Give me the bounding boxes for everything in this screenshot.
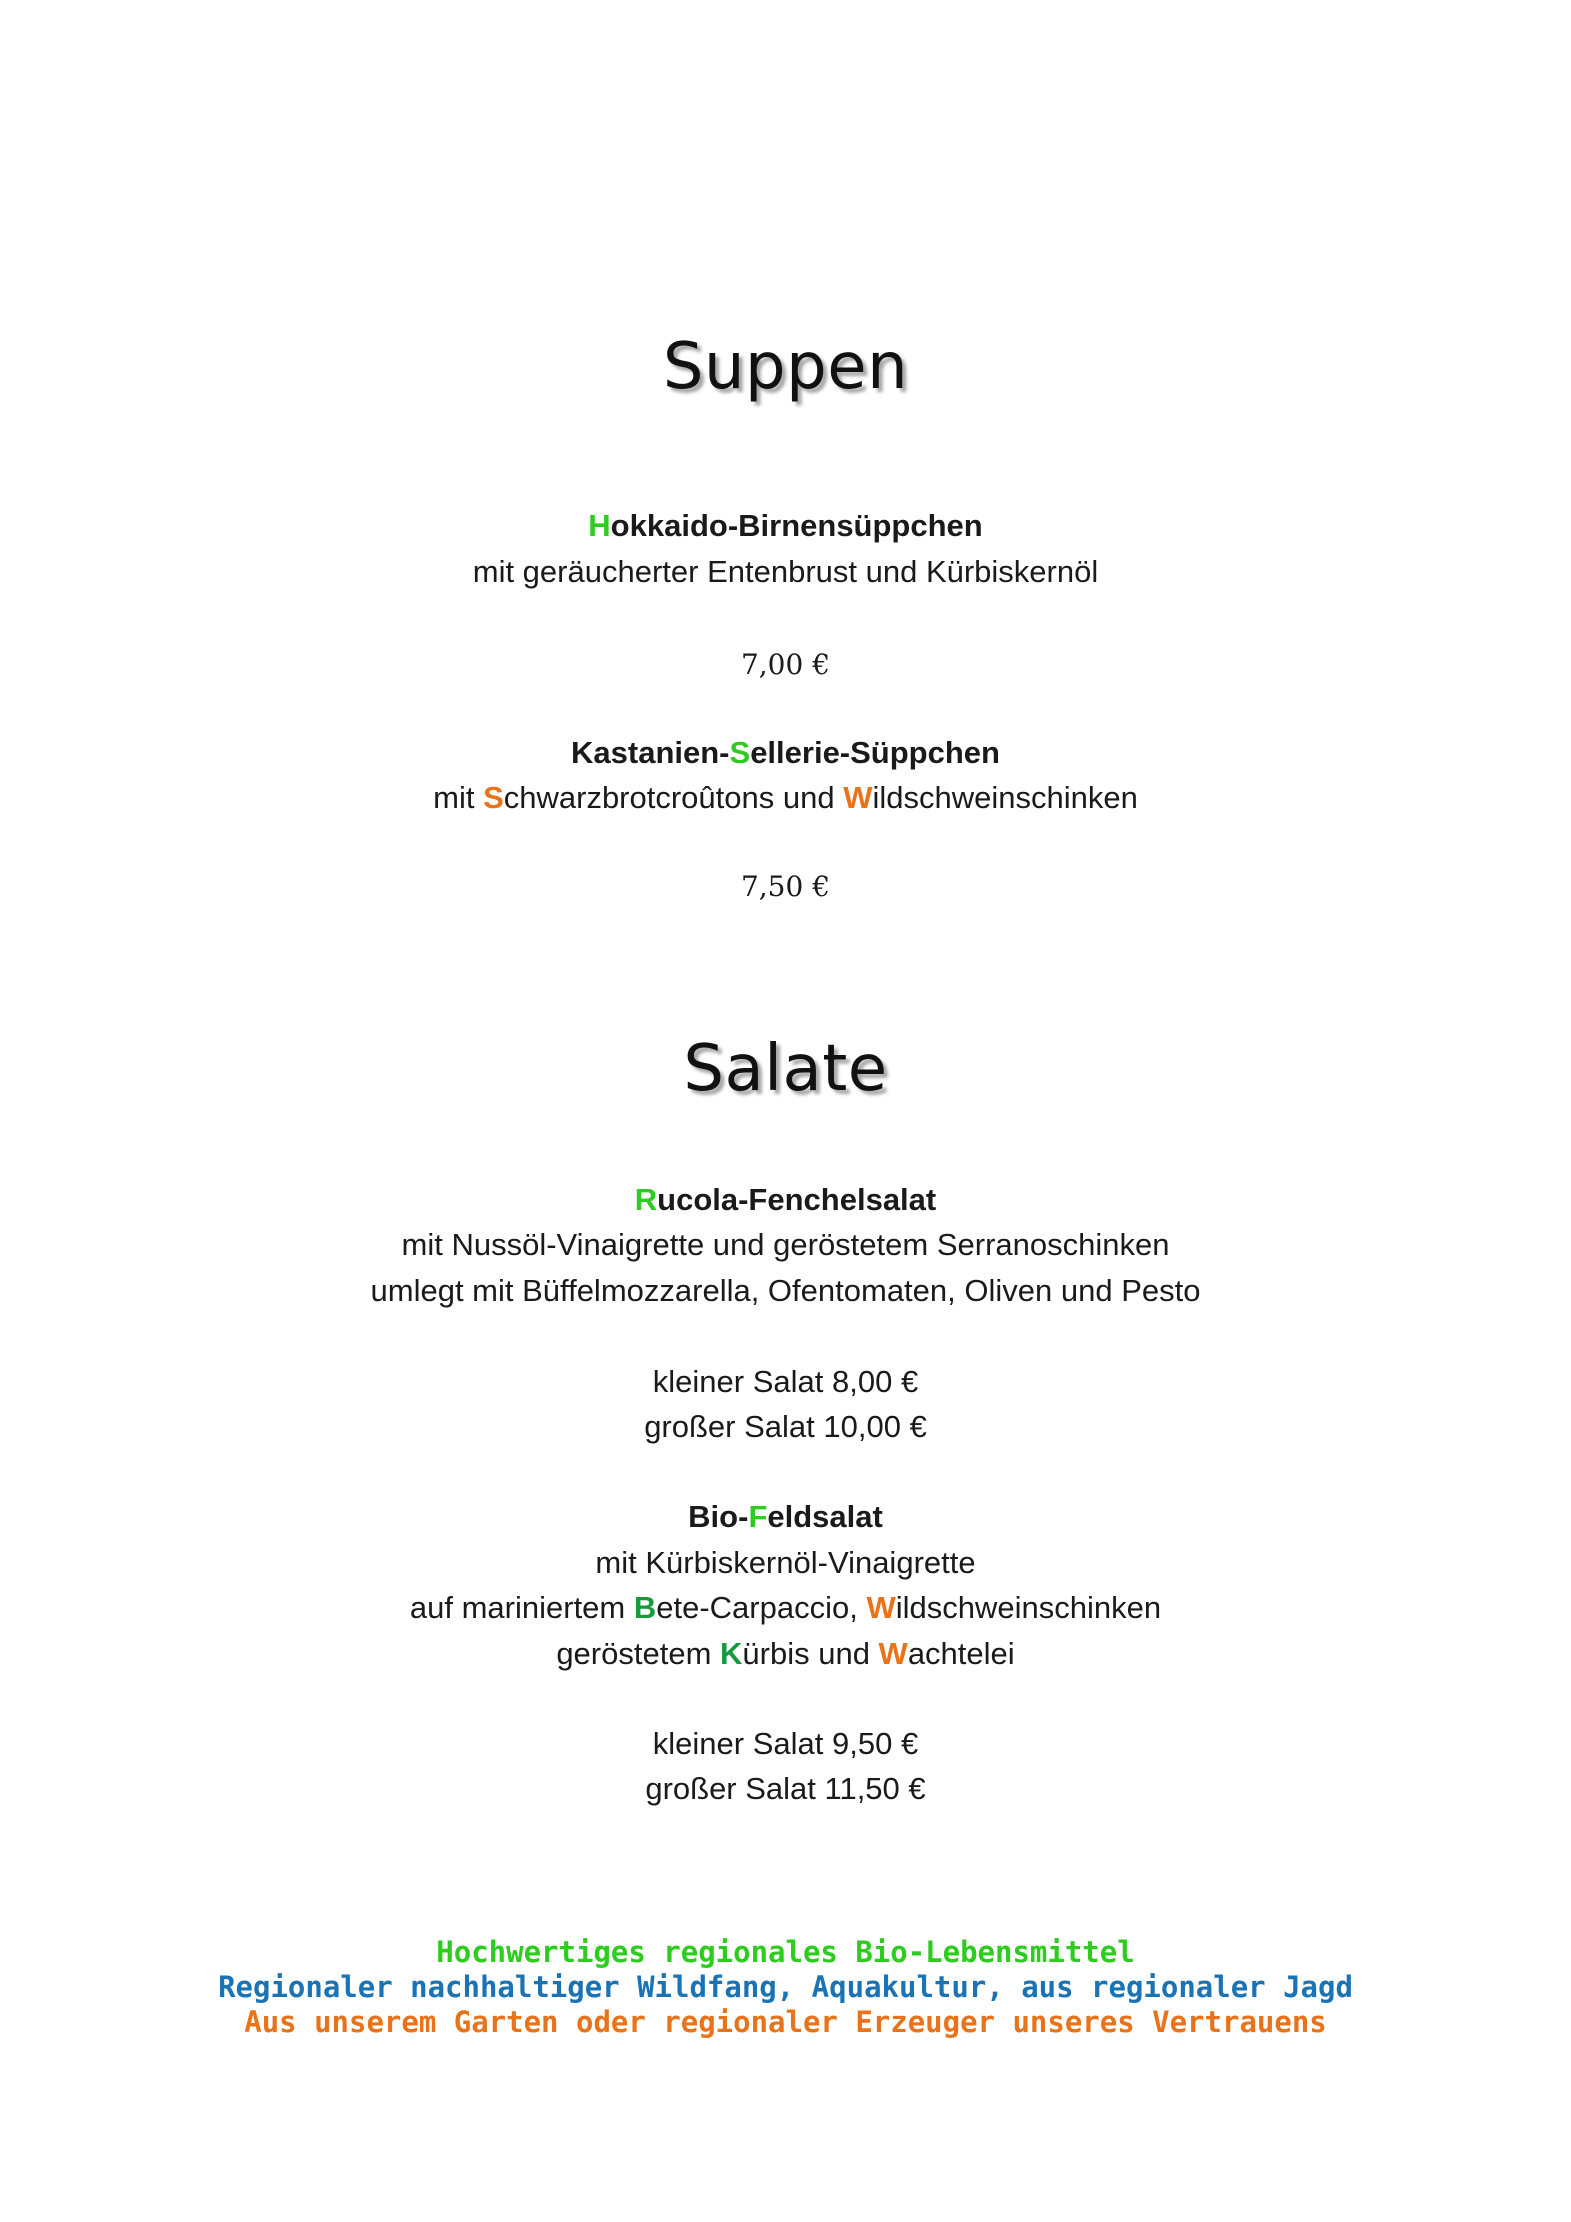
legend-bio: Hochwertiges regionales Bio-Lebensmittel bbox=[436, 1935, 1135, 1969]
dish-price-kastanien: 7,50 € bbox=[740, 870, 831, 903]
garden-mark: W bbox=[878, 1636, 908, 1671]
dish-price-feldsalat-large: großer Salat 11,50 € bbox=[645, 1771, 926, 1806]
dish-price-rucola-large: großer Salat 10,00 € bbox=[644, 1409, 927, 1444]
legend-wild: Regionaler nachhaltiger Wildfang, Aquakultur, aus regionaler Jagd bbox=[218, 1970, 1353, 2004]
dish-desc-feldsalat-2: auf mariniertem Bete-Carpaccio, Wildschweinschinken bbox=[409, 1590, 1162, 1625]
dish-desc-kastanien: mit Schwarzbrotcroûtons und Wildschweinschinken bbox=[433, 780, 1138, 815]
bio-mark: K bbox=[720, 1636, 743, 1671]
bio-mark: B bbox=[633, 1590, 657, 1625]
dish-desc-rucola-1: mit Nussöl-Vinaigrette und geröstetem Serranoschinken bbox=[401, 1227, 1170, 1262]
garden-mark: S bbox=[483, 780, 504, 815]
legend-garden: Aus unserem Garten oder regionaler Erzeuger unseres Vertrauens bbox=[244, 2005, 1327, 2039]
dish-name-rucola: Rucola-Fenchelsalat bbox=[634, 1182, 937, 1217]
section-title-salate: Salate bbox=[683, 1032, 888, 1106]
bio-mark: H bbox=[588, 508, 611, 543]
dish-name-kastanien: Kastanien-Sellerie-Süppchen bbox=[571, 735, 1000, 770]
dish-desc-feldsalat-1: mit Kürbiskernöl-Vinaigrette bbox=[595, 1545, 976, 1580]
dish-price-rucola-small: kleiner Salat 8,00 € bbox=[652, 1364, 919, 1399]
bio-mark: S bbox=[729, 735, 751, 770]
garden-mark: W bbox=[843, 780, 873, 815]
dish-price-feldsalat-small: kleiner Salat 9,50 € bbox=[652, 1726, 919, 1761]
dish-desc-rucola-2: umlegt mit Büffelmozzarella, Ofentomaten, Oliven und Pesto bbox=[370, 1273, 1201, 1308]
dish-desc-feldsalat-3: geröstetem Kürbis und Wachtelei bbox=[556, 1636, 1015, 1671]
section-title-suppen: Suppen bbox=[662, 330, 909, 404]
bio-mark: F bbox=[748, 1499, 768, 1534]
dish-name-feldsalat: Bio-Feldsalat bbox=[688, 1499, 883, 1534]
dish-desc-hokkaido: mit geräucherter Entenbrust und Kürbiskernöl bbox=[472, 554, 1099, 589]
dish-name-hokkaido: Hokkaido-Birnensüppchen bbox=[588, 508, 983, 543]
dish-price-hokkaido: 7,00 € bbox=[740, 648, 831, 681]
bio-mark: R bbox=[634, 1182, 658, 1217]
garden-mark: W bbox=[866, 1590, 896, 1625]
